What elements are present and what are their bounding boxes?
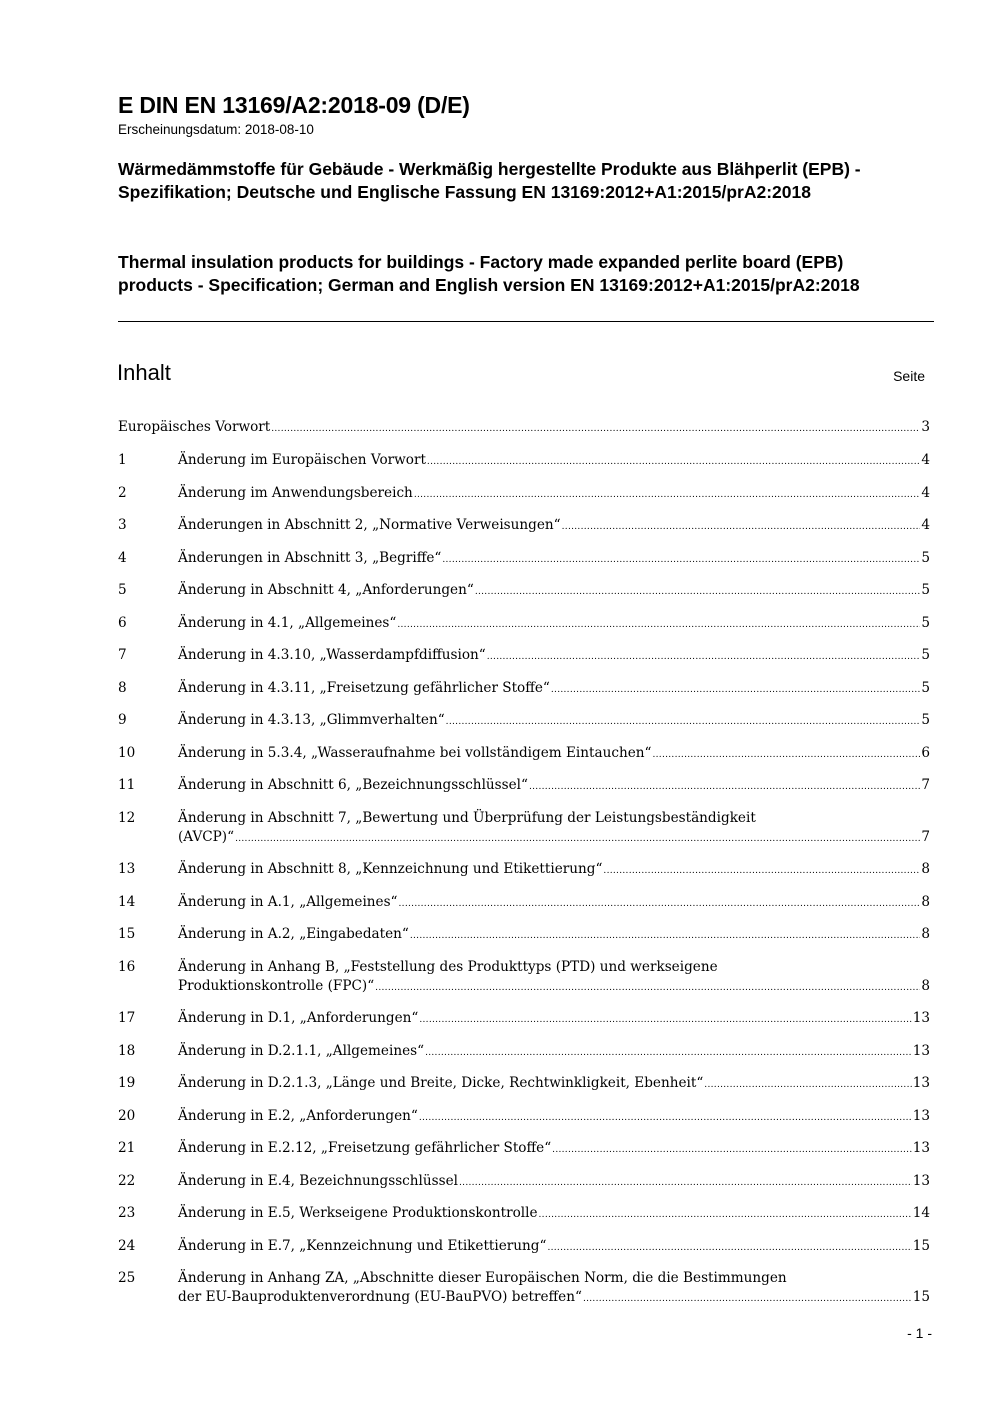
toc-entry-25[interactable] — [118, 1269, 930, 1309]
toc-entry-number: 10 — [118, 744, 136, 761]
toc-entry-number: 13 — [118, 861, 136, 877]
toc-entry-page: 8 — [921, 926, 930, 942]
toc-entry-title: Änderung in A.2, „Eingabedaten“ — [178, 926, 409, 942]
toc-entry-6[interactable] — [118, 614, 930, 635]
dot-leader — [539, 1206, 912, 1225]
dot-leader — [652, 746, 920, 765]
toc-entry-title: Änderung in E.2, „Anforderungen“ — [178, 1107, 418, 1124]
dot-leader — [425, 1044, 912, 1063]
toc-entry-page: 4 — [921, 517, 930, 533]
toc-entry-8[interactable] — [118, 679, 930, 700]
toc-entry-page: 5 — [921, 712, 930, 728]
toc-entry-title: Änderungen in Abschnitt 2, „Normative Verweisungen“ — [178, 517, 561, 533]
toc-entry-14[interactable] — [118, 893, 930, 914]
toc-entry-page: 4 — [921, 452, 930, 468]
toc-entry-20[interactable] — [118, 1107, 930, 1128]
dot-leader — [603, 862, 920, 881]
toc-page-column-label: Seite — [893, 368, 925, 384]
title-german: Wärmedämmstoffe für Gebäude - Werkmäßig hergestellte Produkte aus Blähperlit (EPB) - Spezifikation; Deutsche und Englische Fassung EN 13169:2012+A1:2015/prA2:2018 — [118, 159, 861, 202]
toc-entry-number: 5 — [118, 582, 127, 598]
dot-leader — [547, 1239, 911, 1258]
toc-entry-title: Änderung in A.1, „Allgemeines“ — [178, 893, 398, 910]
publication-date: Erscheinungsdatum: 2018-08-10 — [118, 122, 314, 137]
dot-leader — [459, 1174, 912, 1193]
toc-entry-page: 3 — [921, 419, 930, 435]
toc-entry-page: 4 — [921, 484, 930, 501]
dot-leader — [235, 830, 920, 849]
toc-entry-title: Änderung in 4.3.11, „Freisetzung gefährlicher Stoffe“ — [178, 679, 550, 696]
toc-entry-number: 21 — [118, 1140, 136, 1156]
toc-entry-24[interactable] — [118, 1237, 930, 1258]
title-english: Thermal insulation products for buildings - Factory made expanded perlite board (EPB) products - Specification; German and English version EN 13169:2012+A1:2015/prA2:2018 — [118, 252, 860, 295]
toc-entry-title: Änderung in E.2.12, „Freisetzung gefährlicher Stoffe“ — [178, 1140, 552, 1156]
toc-entry-title: Änderung in D.1, „Anforderungen“ — [178, 1010, 419, 1026]
toc-entry-title: der EU-Bauproduktenverordnung (EU-BauPVO) betreffen“ — [178, 1289, 582, 1305]
toc-entry-page: 15 — [912, 1237, 930, 1254]
dot-leader — [446, 713, 921, 732]
toc-entry-page: 5 — [921, 614, 930, 631]
dot-leader — [419, 1109, 912, 1128]
toc-entry-2[interactable] — [118, 484, 930, 505]
toc-entry-number: 25 — [118, 1270, 136, 1286]
toc-entry-17[interactable] — [118, 1009, 930, 1030]
document-code: E DIN EN 13169/A2:2018-09 (D/E) — [118, 92, 470, 118]
toc-entry-5[interactable] — [118, 581, 930, 602]
dot-leader — [414, 486, 921, 505]
toc-entry-number: 11 — [118, 777, 136, 793]
toc-entry-title: Änderung in Abschnitt 4, „Anforderungen“ — [178, 582, 474, 598]
toc-entry-title-line: Änderung in Abschnitt 7, „Bewertung und Überprüfung der Leistungsbeständigkeit — [178, 809, 756, 826]
toc-entry-4[interactable] — [118, 549, 930, 570]
toc-entry-number: 8 — [118, 679, 127, 696]
dot-leader — [704, 1076, 911, 1095]
toc-entry-title: Änderung in E.7, „Kennzeichnung und Etikettierung“ — [178, 1237, 547, 1254]
toc-entry-page: 13 — [912, 1140, 930, 1156]
toc-entry-number: 14 — [118, 893, 136, 910]
toc-entry-number: 9 — [118, 712, 127, 728]
toc-entry-title: Produktionskontrolle (FPC)“ — [178, 977, 375, 994]
toc-entry-number: 22 — [118, 1172, 136, 1189]
toc-entry-title: Europäisches Vorwort — [118, 419, 271, 435]
dot-leader — [562, 518, 921, 537]
toc-entry-10[interactable] — [118, 744, 930, 765]
toc-entry-page: 7 — [921, 828, 930, 845]
toc-entry-number: 6 — [118, 614, 127, 631]
toc-entry-title: Änderung in Abschnitt 8, „Kennzeichnung und Etikettierung“ — [178, 861, 603, 877]
toc-entry-title: Änderung in Abschnitt 6, „Bezeichnungsschlüssel“ — [178, 777, 528, 793]
dot-leader — [427, 453, 920, 472]
toc-entry-page: 8 — [921, 893, 930, 910]
toc-entry-title: Änderung in 4.1, „Allgemeines“ — [178, 614, 397, 631]
dot-leader — [552, 1141, 912, 1160]
toc-entry-title: Änderung in D.2.1.1, „Allgemeines“ — [178, 1042, 425, 1059]
toc-entry-title: Änderungen in Abschnitt 3, „Begriffe“ — [178, 549, 442, 566]
toc-entry-page: 5 — [921, 549, 930, 566]
toc-entry-16[interactable] — [118, 958, 930, 998]
dot-leader — [475, 583, 921, 602]
page-number: - 1 - — [907, 1325, 932, 1341]
toc-entry-number: 16 — [118, 958, 136, 975]
dot-leader — [375, 979, 920, 998]
toc-entry-21[interactable] — [118, 1139, 930, 1160]
toc-entry-title-line: Änderung in Anhang B, „Feststellung des Produkttyps (PTD) und werkseigene — [178, 958, 718, 975]
toc-entry-12[interactable] — [118, 809, 930, 849]
dot-leader — [397, 616, 920, 635]
toc-entry-page: 13 — [912, 1107, 930, 1124]
toc-entry-number: 18 — [118, 1042, 136, 1059]
toc-entry-foreword[interactable] — [118, 418, 930, 439]
toc-entry-page: 13 — [912, 1010, 930, 1026]
dot-leader — [399, 895, 921, 914]
toc-entry-page: 5 — [921, 679, 930, 696]
toc-entry-page: 13 — [912, 1075, 930, 1091]
toc-entry-title: Änderung in E.5, Werkseigene Produktionskontrolle — [178, 1205, 538, 1221]
dot-leader — [583, 1290, 912, 1309]
toc-entry-number: 20 — [118, 1107, 136, 1124]
toc-entry-7[interactable] — [118, 646, 930, 667]
dot-leader — [410, 927, 921, 946]
toc-entry-22[interactable] — [118, 1172, 930, 1193]
toc-entry-title: Änderung in 4.3.10, „Wasserdampfdiffusion“ — [178, 647, 486, 663]
toc-entry-11[interactable] — [118, 776, 930, 797]
toc-entry-number: 15 — [118, 926, 136, 942]
table-of-contents — [118, 418, 930, 1321]
toc-entry-title: Änderung im Anwendungsbereich — [178, 484, 413, 501]
toc-entry-23[interactable] — [118, 1204, 930, 1225]
toc-entry-page: 8 — [921, 977, 930, 994]
toc-entry-1[interactable] — [118, 451, 930, 472]
toc-entry-title-line: Änderung in Anhang ZA, „Abschnitte dieser Europäischen Norm, die die Bestimmungen — [178, 1270, 787, 1286]
toc-entry-title: Änderung in D.2.1.3, „Länge und Breite, Dicke, Rechtwinkligkeit, Ebenheit“ — [178, 1075, 704, 1091]
toc-heading: Inhalt — [117, 360, 171, 385]
toc-entry-number: 23 — [118, 1205, 136, 1221]
dot-leader — [551, 681, 920, 700]
toc-entry-3[interactable] — [118, 516, 930, 537]
toc-entry-page: 7 — [921, 777, 930, 793]
dot-leader — [442, 551, 920, 570]
dot-leader — [419, 1011, 911, 1030]
toc-entry-page: 13 — [912, 1042, 930, 1059]
toc-entry-page: 15 — [912, 1289, 930, 1305]
toc-entry-title: Änderung in E.4, Bezeichnungsschlüssel — [178, 1172, 458, 1189]
title-divider — [118, 321, 934, 322]
toc-entry-number: 17 — [118, 1010, 136, 1026]
toc-entry-page: 5 — [921, 647, 930, 663]
toc-entry-number: 3 — [118, 517, 127, 533]
dot-leader — [271, 420, 920, 439]
toc-entry-page: 14 — [912, 1205, 930, 1221]
toc-entry-19[interactable] — [118, 1074, 930, 1095]
toc-entry-13[interactable] — [118, 860, 930, 881]
toc-entry-title: Änderung in 4.3.13, „Glimmverhalten“ — [178, 712, 445, 728]
toc-entry-page: 5 — [921, 582, 930, 598]
toc-entry-page: 6 — [921, 744, 930, 761]
toc-entry-page: 13 — [912, 1172, 930, 1189]
toc-entry-number: 19 — [118, 1075, 136, 1091]
toc-entry-9[interactable] — [118, 711, 930, 732]
toc-entry-15[interactable] — [118, 925, 930, 946]
toc-entry-title: Änderung im Europäischen Vorwort — [178, 452, 426, 468]
toc-entry-title: Änderung in 5.3.4, „Wasseraufnahme bei vollständigem Eintauchen“ — [178, 744, 652, 761]
toc-entry-title: (AVCP)“ — [178, 828, 235, 845]
toc-entry-18[interactable] — [118, 1042, 930, 1063]
toc-entry-number: 24 — [118, 1237, 136, 1254]
dot-leader — [487, 648, 921, 667]
toc-entry-number: 4 — [118, 549, 127, 566]
toc-entry-number: 7 — [118, 647, 127, 663]
dot-leader — [529, 778, 920, 797]
toc-entry-number: 2 — [118, 484, 127, 501]
toc-entry-number: 12 — [118, 809, 136, 826]
toc-entry-page: 8 — [921, 861, 930, 877]
toc-entry-number: 1 — [118, 452, 127, 468]
